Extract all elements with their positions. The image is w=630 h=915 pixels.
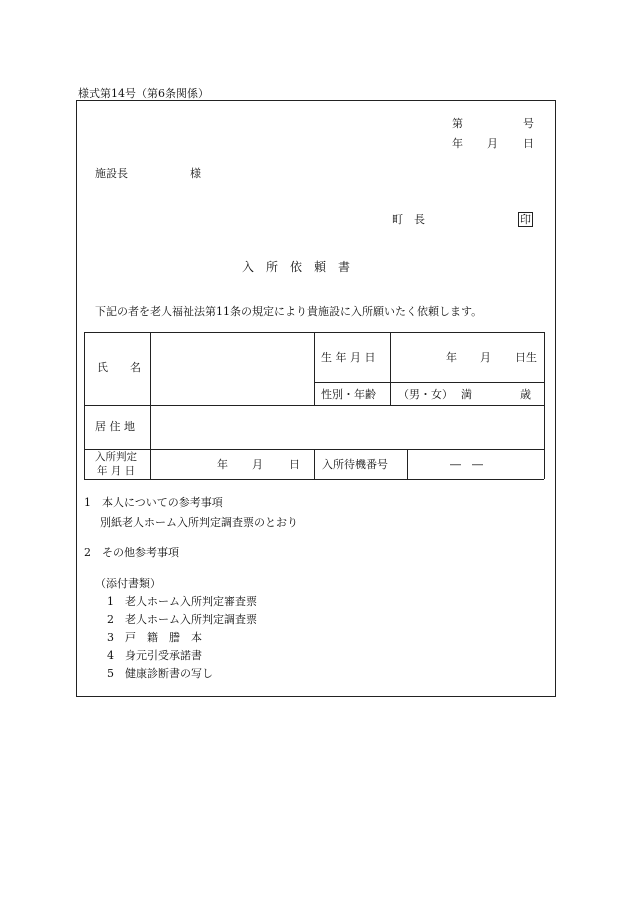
document-title: 入 所 依 頼 書 (242, 260, 351, 274)
document-number-suffix: 号 (523, 117, 534, 130)
section1-heading: 1 本人についての参考事項 (84, 496, 223, 509)
judgment-day-label: 日 (289, 458, 300, 471)
date-year-label: 年 (452, 137, 463, 150)
address-label: 居 住 地 (95, 420, 135, 433)
addressee-honorific: 様 (190, 167, 201, 180)
attachment-item: 1 老人ホーム入所判定審査票 (107, 595, 257, 608)
attachment-item: 5 健康診断書の写し (107, 667, 213, 680)
waiting-number-label: 入所待機番号 (322, 458, 388, 471)
judgment-month-label: 月 (252, 458, 263, 471)
birthdate-label: 生 年 月 日 (321, 351, 376, 364)
seal-mark: 印 (520, 213, 531, 226)
sex-age-label: 性別・年齢 (321, 388, 376, 401)
attachments-heading: （添付書類） (95, 577, 161, 590)
attachment-item: 2 老人ホーム入所判定調査票 (107, 613, 257, 626)
judgment-date-label-line2: 年 月 日 (97, 465, 136, 477)
sender-label: 町 長 (392, 213, 425, 226)
form-number: 様式第14号（第6条関係） (78, 87, 209, 100)
attachment-item: 4 身元引受承諾書 (107, 649, 202, 662)
document-number-prefix: 第 (452, 117, 463, 130)
date-month-label: 月 (487, 137, 498, 150)
name-label: 氏 名 (97, 361, 141, 374)
waiting-number-value: ― ― (450, 458, 483, 471)
judgment-year-label: 年 (217, 458, 228, 471)
age-prefix-label: 満 (461, 388, 472, 401)
attachment-item: 3 戸 籍 謄 本 (107, 631, 202, 644)
birthdate-year-label: 年 (446, 351, 457, 364)
age-suffix-label: 歳 (520, 388, 531, 401)
birthdate-month-label: 月 (480, 351, 491, 364)
date-day-label: 日 (523, 137, 534, 150)
intro-text: 下記の者を老人福祉法第11条の規定により貴施設に入所願いたく依頼します。 (95, 305, 483, 318)
section1-body: 別紙老人ホーム入所判定調査票のとおり (100, 516, 298, 529)
addressee-label: 施設長 (95, 167, 128, 180)
birthdate-suffix-label: 日生 (515, 351, 537, 364)
sex-value: （男・女） (398, 388, 453, 401)
section2-heading: 2 その他参考事項 (84, 546, 179, 559)
judgment-date-label-line1: 入所判定 (95, 451, 137, 463)
